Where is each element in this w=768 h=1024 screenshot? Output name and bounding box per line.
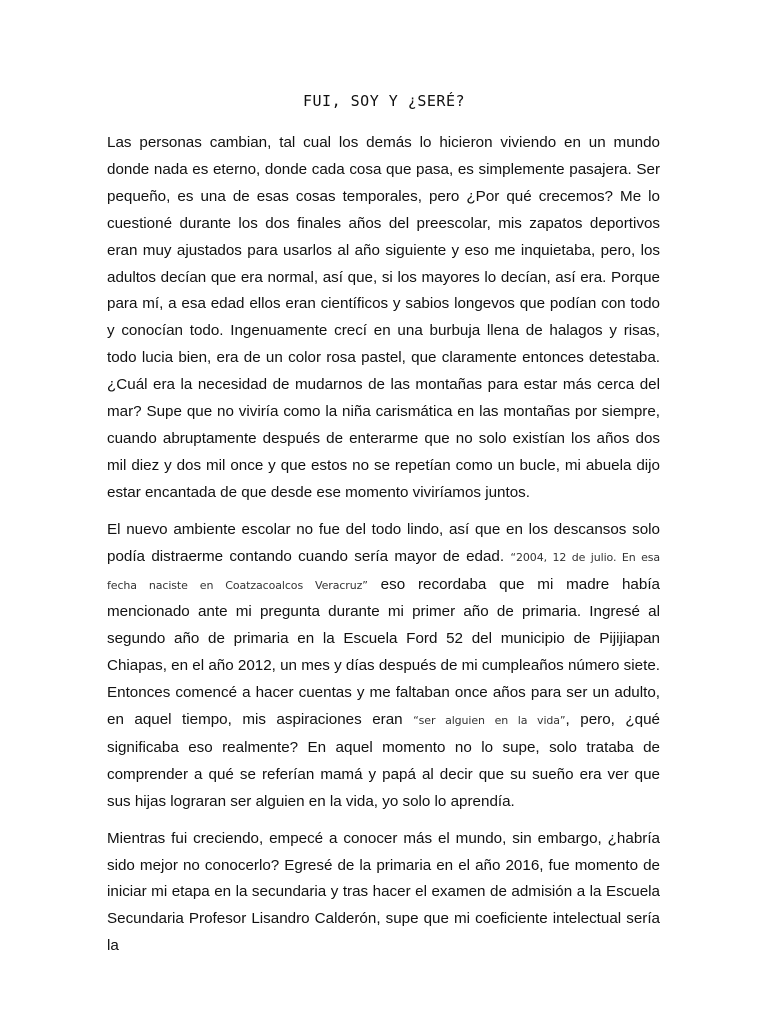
paragraph-2 [107, 517, 660, 816]
paragraph-2-text-b: eso recordaba que mi madre había mencionado ante mi pregunta durante mi primer año de primaria. Ingresé al segundo año de primaria en la Escuela Ford 52 del municipio de Pijijiapan Chiapas, en el año 2012, un mes y días después de mi cumpleaños número siete. Entonces comencé a hacer cuentas y me faltaban once años para ser un adulto, en aquel tiempo, mis aspiraciones eran [107, 575, 660, 729]
aspiration-quote: “ser alguien en la vida” [413, 714, 566, 728]
paragraph-1: Las personas cambian, tal cual los demás lo hicieron viviendo en un mundo donde nada es eterno, donde cada cosa que pasa, es simplemente pasajera. Ser pequeño, es una de esas cosas temporales, pero ¿Por qué crecemos? Me lo cuestioné durante los dos finales años del preescolar, mis zapatos deportivos eran muy ajustados para usarlos al año siguiente y eso me inquietaba, pero, los adultos decían que era normal, así que, si los mayores lo decían, así era. Porque para mí, a esa edad ellos eran científicos y sabios longevos que podían con todo y conocían todo. Ingenuamente crecí en una burbuja llena de halagos y risas, todo lucia bien, era de un color rosa pastel, que claramente entonces detestaba. ¿Cuál era la necesidad de mudarnos de las montañas para estar más cerca del mar? Supe que no viviría como la niña carismática en las montañas por siempre, cuando abruptamente después de enterarme que no solo existían los años dos mil diez y dos mil once y que estos no se repetían como un bucle, mi abuela dijo estar encantada de que desde ese momento viviríamos juntos. [107, 134, 660, 501]
paragraph-3: Mientras fui creciendo, empecé a conocer más el mundo, sin embargo, ¿habría sido mejor no conocerlo? Egresé de la primaria en el año 2016, fue momento de iniciar mi etapa en la secundaria y tras hacer el examen de admisión a la Escuela Secundaria Profesor Lisandro Calderón, supe que mi coeficiente intelectual sería la [107, 829, 660, 955]
document-title: FUI, SOY Y ¿SERÉ? [302, 92, 466, 110]
document-body [107, 130, 660, 970]
paragraph-2-text-c: , pero, ¿qué significaba eso realmente? En aquel momento no lo supe, solo trataba de comprender a qué se referían mamá y papá al decir que su sueño era ver que sus hijas lograran ser alguien en la vida, yo solo lo aprendía. [107, 711, 660, 810]
birth-date-quote: “2004, 12 de julio. En esa fecha naciste en Coatzacoalcos Veracruz” [107, 550, 661, 592]
paragraph-2-text-a: El nuevo ambiente escolar no fue del todo lindo, así que en los descansos solo podía distraerme contando cuando sería mayor de edad. [107, 520, 660, 565]
